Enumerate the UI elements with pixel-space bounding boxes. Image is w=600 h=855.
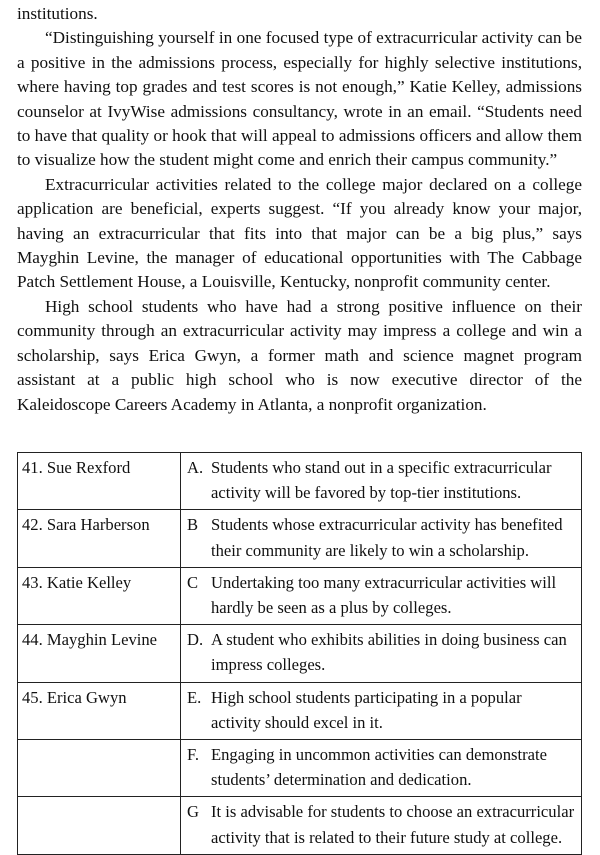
- table-row: [18, 797, 582, 854]
- reading-passage: [17, 2, 582, 417]
- option-text: Students whose extracurricular activity has benefited their community are likely to win a scholarship.: [211, 515, 563, 560]
- passage-paragraph-1: “Distinguishing yourself in one focused type of extracurricular activity can be a positive in the admissions process, especially for highly selective institutions, where having top grades and test scores is not enough,” Katie Kelley, admissions counselor at IvyWise admissions consultancy, wrote in an email. “Students need to have that quality or hook that will appeal to admissions officers and allow them to visualize how the student might come and enrich their campus community.”: [17, 28, 582, 170]
- table-row: [18, 453, 582, 510]
- passage-paragraph-3: High school students who have had a strong positive influence on their community through an extracurricular activity may impress a college and win a scholarship, says Erica Gwyn, a former math and science magnet program assistant at a public high school who is now executive director of the Kaleidoscope Careers Academy in Atlanta, a nonprofit organization.: [17, 296, 582, 414]
- option-letter: G: [187, 802, 199, 822]
- table-row: [18, 625, 582, 682]
- option-cell: [181, 797, 582, 854]
- option-text: High school students participating in a popular activity should excel in it.: [211, 687, 522, 732]
- person-name: 44. Mayghin Levine: [18, 625, 181, 682]
- option-letter: A.: [187, 458, 204, 477]
- option-cell: [181, 453, 582, 510]
- option-letter: D.: [187, 630, 204, 650]
- option-cell: [181, 567, 582, 624]
- person-name: [18, 740, 181, 797]
- option-text: It is advisable for students to choose an extracurricular activity that is related to their future study at college.: [211, 802, 575, 847]
- person-name: 41. Sue Rexford: [18, 453, 181, 510]
- option-text: Engaging in uncommon activities can demonstrate students’ determination and dedication.: [211, 745, 547, 790]
- passage-paragraph-2: Extracurricular activities related to the college major declared on a college application are beneficial, experts suggest. “If you already know your major, having an extracurricular that fits into that major can be a big plus,” says Mayghin Levine, the manager of educational opportunities with The Cabbage Patch Settlement House, a Louisville, Kentucky, nonprofit community center.: [17, 174, 582, 292]
- option-cell: [181, 682, 582, 739]
- option-cell: [181, 625, 582, 682]
- matching-table: [17, 452, 582, 855]
- option-text: Undertaking too many extracurricular activities will hardly be seen as a plus by colleges.: [211, 572, 557, 618]
- option-letter: F.: [187, 745, 200, 765]
- table-row: [18, 740, 582, 797]
- option-letter: B: [187, 515, 199, 535]
- table-row: [18, 682, 582, 739]
- option-letter: E.: [187, 687, 202, 707]
- option-text: Students who stand out in a specific extracurricular activity will be favored by top-tier institutions.: [211, 458, 552, 503]
- person-name: 43. Katie Kelley: [18, 567, 181, 624]
- person-name: 42. Sara Harberson: [18, 510, 181, 567]
- table-row: [18, 510, 582, 567]
- option-cell: [181, 740, 582, 797]
- person-name: [18, 797, 181, 854]
- table-row: [18, 567, 582, 624]
- option-cell: [181, 510, 582, 567]
- option-text: A student who exhibits abilities in doing business can impress colleges.: [211, 630, 567, 675]
- option-letter: C: [187, 572, 199, 592]
- passage-paragraph-0: institutions.: [17, 4, 98, 23]
- person-name: 45. Erica Gwyn: [18, 682, 181, 739]
